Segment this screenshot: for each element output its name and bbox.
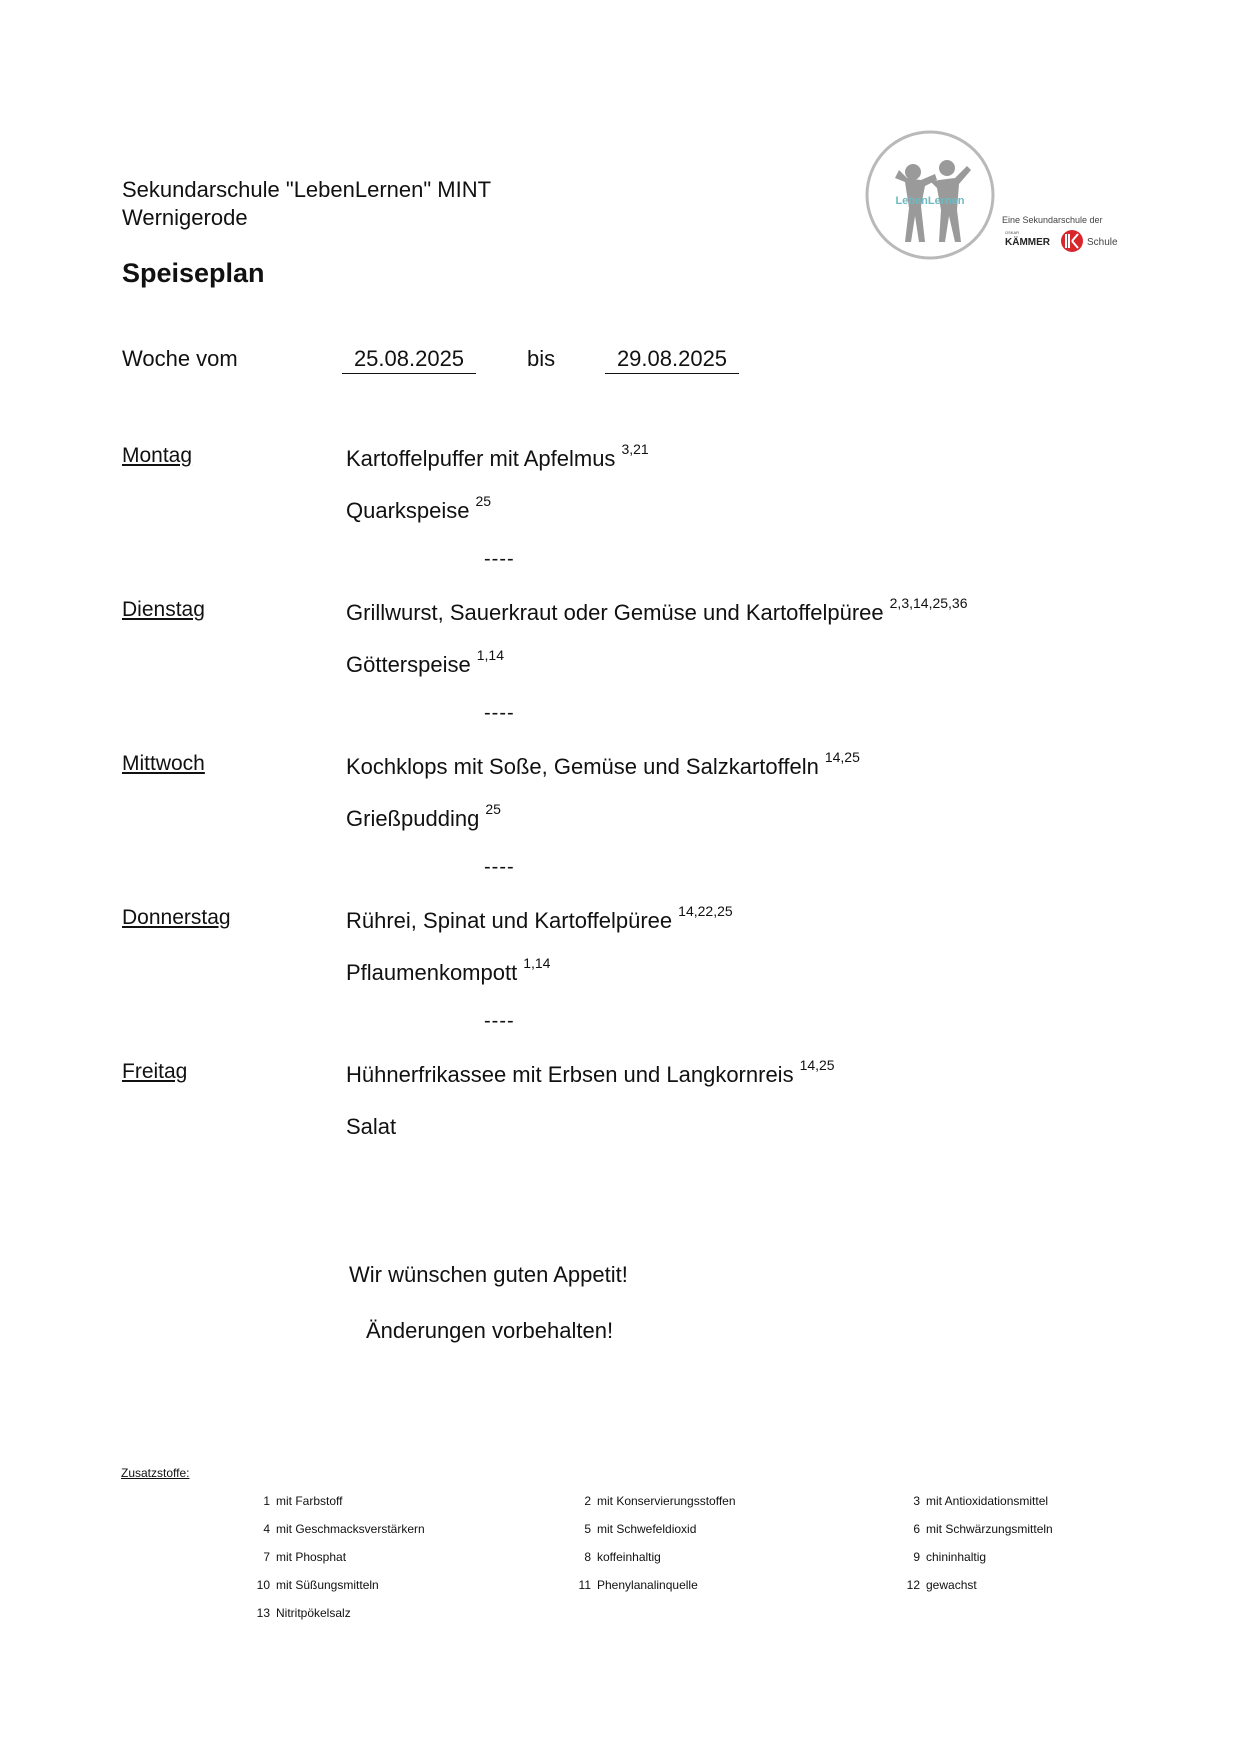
- day-name: Mittwoch: [122, 752, 205, 775]
- additive-item: 8 koffeinhaltig: [584, 1550, 661, 1564]
- additive-item: 5 mit Schwefeldioxid: [584, 1522, 697, 1536]
- additive-codes: 1,14: [523, 954, 551, 971]
- additive-item: 4 mit Geschmacksverstärkern: [263, 1522, 425, 1536]
- day-name: Montag: [122, 444, 193, 467]
- additives-title: Zusatzstoffe:: [121, 1466, 190, 1480]
- additive-item: 7 mit Phosphat: [263, 1550, 347, 1564]
- additive-item: 6 mit Schwärzungsmitteln: [913, 1522, 1053, 1536]
- week-start-date: 25.08.2025: [342, 346, 476, 374]
- additive-codes: 1,14: [476, 646, 504, 663]
- additive-item: 3 mit Antioxidationsmittel: [913, 1494, 1049, 1508]
- main-dish: Hühnerfrikassee mit Erbsen und Langkornreis $^{14,25}$: [346, 1056, 835, 1087]
- side-dish: Salat: [346, 1114, 397, 1139]
- day-name: Donnerstag: [122, 906, 231, 929]
- week-end-date: 29.08.2025: [605, 346, 739, 374]
- page-title: Speiseplan: [122, 258, 265, 288]
- main-dish: Kochklops mit Soße, Gemüse und Salzkartoffeln $^{14,25}$: [346, 748, 860, 779]
- dessert: Götterspeise $^{1,14}$: [346, 646, 504, 677]
- week-separator: bis: [527, 346, 556, 371]
- additive-item: 9 chininhaltig: [913, 1550, 987, 1564]
- additive-codes: 2,3,14,25,36: [889, 594, 968, 611]
- additive-item: 11 Phenylanalinquelle: [578, 1578, 698, 1592]
- logo-schule: Schule: [1087, 237, 1118, 248]
- school-city: Wernigerode: [122, 205, 248, 230]
- additive-codes: 3,21: [621, 440, 649, 457]
- main-dish: Grillwurst, Sauerkraut oder Gemüse und Kartoffelpüree $^{2,3,14,25,36}$: [346, 594, 968, 625]
- additive-codes: 14,25: [824, 748, 860, 765]
- kaemmer-emblem-icon: [1061, 230, 1083, 252]
- additive-codes: 25: [475, 492, 492, 509]
- additive-item: 2 mit Konservierungsstoffen: [584, 1494, 736, 1508]
- main-dish: Kartoffelpuffer mit Apfelmus $^{3,21}$: [346, 440, 649, 471]
- day-separator: ----: [484, 856, 515, 878]
- logo-brand: LebenLernen: [895, 195, 965, 207]
- day-name: Freitag: [122, 1060, 188, 1083]
- additive-codes: 14,22,25: [678, 902, 733, 919]
- dessert: Grießpudding $^{25}$: [346, 800, 501, 831]
- additive-codes: 25: [485, 800, 501, 817]
- day-separator: ----: [484, 548, 515, 570]
- additive-item: 13 Nitritpökelsalz: [256, 1606, 351, 1620]
- day-separator: ----: [484, 702, 515, 724]
- dessert: Quarkspeise $^{25}$: [346, 492, 492, 523]
- additive-item: 12 gewachst: [906, 1578, 977, 1592]
- additive-codes: 14,25: [799, 1056, 835, 1073]
- day-name: Dienstag: [122, 598, 205, 621]
- additive-item: 1 mit Farbstoff: [263, 1494, 343, 1508]
- week-label: Woche vom: [122, 346, 238, 371]
- school-name-line1: Sekundarschule "LebenLernen" MINT: [122, 177, 492, 202]
- closing-disclaimer: Änderungen vorbehalten!: [366, 1318, 614, 1343]
- closing-greeting: Wir wünschen guten Appetit!: [349, 1262, 628, 1287]
- main-dish: Rührei, Spinat und Kartoffelpüree $^{14,22,25}$: [346, 902, 733, 933]
- school-name: [122, 176, 491, 232]
- dessert: Pflaumenkompott $^{1,14}$: [346, 954, 551, 985]
- school-logo: [865, 130, 1135, 260]
- additive-item: 10 mit Süßungsmitteln: [256, 1578, 379, 1592]
- day-separator: ----: [484, 1010, 515, 1032]
- logo-oskar: OSKAR: [1005, 230, 1020, 235]
- logo-kaemmer: KÄMMER: [1005, 237, 1050, 248]
- logo-tagline: Eine Sekundarschule der: [1002, 215, 1103, 225]
